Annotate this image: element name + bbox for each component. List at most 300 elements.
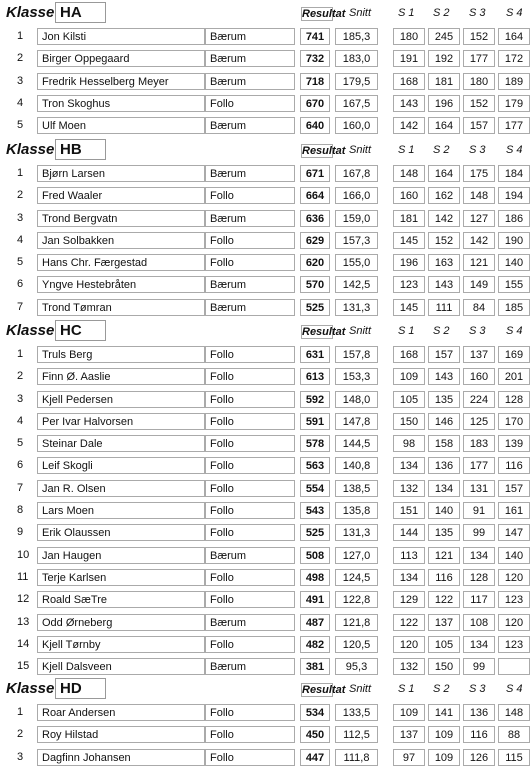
- table-row: [0, 522, 532, 544]
- player-name: Dagfinn Johansen: [37, 749, 205, 766]
- series-1: 150: [393, 413, 425, 430]
- club-name: Follo: [205, 254, 295, 271]
- player-name: Bjørn Larsen: [37, 165, 205, 182]
- series-1: 151: [393, 502, 425, 519]
- result-value: 508: [300, 547, 330, 564]
- result-value: 670: [300, 95, 330, 112]
- row-rank: 11: [17, 570, 29, 583]
- series-2: 140: [428, 502, 460, 519]
- series-1: 97: [393, 749, 425, 766]
- column-header-resultat: Resultat: [302, 8, 346, 20]
- result-value: 631: [300, 346, 330, 363]
- series-2: 134: [428, 480, 460, 497]
- club-name: Follo: [205, 457, 295, 474]
- series-4: 123: [498, 636, 530, 653]
- series-2: 150: [428, 658, 460, 675]
- series-2: 164: [428, 165, 460, 182]
- series-3: 125: [463, 413, 495, 430]
- series-2: 245: [428, 28, 460, 45]
- average-value: 133,5: [335, 704, 378, 721]
- club-name: Bærum: [205, 614, 295, 631]
- average-value: 131,3: [335, 524, 378, 541]
- series-4: 190: [498, 232, 530, 249]
- player-name: Erik Olaussen: [37, 524, 205, 541]
- club-name: Follo: [205, 435, 295, 452]
- series-3: 126: [463, 749, 495, 766]
- club-name: Bærum: [205, 165, 295, 182]
- result-value: 671: [300, 165, 330, 182]
- club-name: Bærum: [205, 547, 295, 564]
- club-name: Bærum: [205, 117, 295, 134]
- series-3: 91: [463, 502, 495, 519]
- average-value: 166,0: [335, 187, 378, 204]
- player-name: Kjell Pedersen: [37, 391, 205, 408]
- series-2: 157: [428, 346, 460, 363]
- class-label: Klasse: [6, 4, 55, 21]
- result-value: 592: [300, 391, 330, 408]
- series-1: 180: [393, 28, 425, 45]
- series-4: 184: [498, 165, 530, 182]
- result-value: 664: [300, 187, 330, 204]
- club-name: Follo: [205, 726, 295, 743]
- series-2: 135: [428, 524, 460, 541]
- series-2: 116: [428, 569, 460, 586]
- table-row: [0, 185, 532, 207]
- column-header-s1: S 1: [398, 325, 415, 337]
- series-2: 105: [428, 636, 460, 653]
- player-name: Kjell Dalsveen: [37, 658, 205, 675]
- series-1: 196: [393, 254, 425, 271]
- club-name: Follo: [205, 232, 295, 249]
- club-name: Follo: [205, 636, 295, 653]
- series-4: 170: [498, 413, 530, 430]
- series-1: 181: [393, 210, 425, 227]
- average-value: 160,0: [335, 117, 378, 134]
- result-value: 554: [300, 480, 330, 497]
- series-4: 116: [498, 457, 530, 474]
- club-name: Bærum: [205, 276, 295, 293]
- row-rank: 5: [17, 256, 24, 269]
- player-name: Jon Kilsti: [37, 28, 205, 45]
- series-2: 109: [428, 726, 460, 743]
- club-name: Follo: [205, 569, 295, 586]
- player-name: Truls Berg: [37, 346, 205, 363]
- player-name: Trond Bergvatn: [37, 210, 205, 227]
- table-row: [0, 344, 532, 366]
- table-row: [0, 455, 532, 477]
- table-row: [0, 589, 532, 611]
- result-value: 591: [300, 413, 330, 430]
- series-4: 161: [498, 502, 530, 519]
- series-3: 148: [463, 187, 495, 204]
- table-row: [0, 208, 532, 230]
- row-rank: 1: [17, 706, 24, 718]
- average-value: 135,8: [335, 502, 378, 519]
- series-1: 105: [393, 391, 425, 408]
- average-value: 179,5: [335, 73, 378, 90]
- series-2: 143: [428, 276, 460, 293]
- result-value: 491: [300, 591, 330, 608]
- series-1: 160: [393, 187, 425, 204]
- average-value: 142,5: [335, 276, 378, 293]
- row-rank: 2: [17, 189, 24, 202]
- table-row: [0, 702, 532, 724]
- player-name: Yngve Hestebråten: [37, 276, 205, 293]
- player-name: Jan Solbakken: [37, 232, 205, 249]
- series-4: 201: [498, 368, 530, 385]
- row-rank: 15: [17, 660, 30, 673]
- player-name: Lars Moen: [37, 502, 205, 519]
- series-4: 140: [498, 254, 530, 271]
- series-1: 168: [393, 346, 425, 363]
- series-4: 179: [498, 95, 530, 112]
- series-4: 139: [498, 435, 530, 452]
- series-2: 135: [428, 391, 460, 408]
- series-4: 140: [498, 547, 530, 564]
- average-value: 153,3: [335, 368, 378, 385]
- series-1: 168: [393, 73, 425, 90]
- table-row: [0, 274, 532, 296]
- series-1: 137: [393, 726, 425, 743]
- row-rank: 2: [17, 728, 24, 741]
- average-value: 140,8: [335, 457, 378, 474]
- player-name: Per Ivar Halvorsen: [37, 413, 205, 430]
- average-value: 167,8: [335, 165, 378, 182]
- column-header-s4: S 4: [506, 325, 523, 337]
- series-1: 122: [393, 614, 425, 631]
- row-rank: 6: [17, 278, 24, 291]
- result-value: 498: [300, 569, 330, 586]
- column-header-snitt: Snitt: [349, 7, 372, 19]
- result-value: 450: [300, 726, 330, 743]
- average-value: 155,0: [335, 254, 378, 271]
- series-2: 122: [428, 591, 460, 608]
- column-header-s4: S 4: [506, 7, 523, 19]
- average-value: 122,8: [335, 591, 378, 608]
- column-header-s1: S 1: [398, 144, 415, 156]
- player-name: Jan R. Olsen: [37, 480, 205, 497]
- series-3: 142: [463, 232, 495, 249]
- average-value: 121,8: [335, 614, 378, 631]
- series-4: 115: [498, 749, 530, 766]
- series-1: 191: [393, 50, 425, 67]
- column-header-snitt: Snitt: [349, 683, 372, 695]
- player-name: Kjell Tørnby: [37, 636, 205, 653]
- series-1: 134: [393, 569, 425, 586]
- series-4: 148: [498, 704, 530, 721]
- series-1: 109: [393, 704, 425, 721]
- table-row: [0, 297, 532, 319]
- class-header: [0, 137, 532, 163]
- series-3: 157: [463, 117, 495, 134]
- table-row: [0, 71, 532, 93]
- average-value: 157,3: [335, 232, 378, 249]
- average-value: 127,0: [335, 547, 378, 564]
- club-name: Follo: [205, 524, 295, 541]
- series-2: 164: [428, 117, 460, 134]
- table-row: [0, 115, 532, 137]
- club-name: Follo: [205, 480, 295, 497]
- row-rank: 3: [17, 392, 24, 405]
- series-3: 224: [463, 391, 495, 408]
- class-name: HC: [55, 320, 106, 341]
- series-1: 132: [393, 480, 425, 497]
- column-header-s1: S 1: [398, 683, 415, 695]
- series-2: 196: [428, 95, 460, 112]
- club-name: Bærum: [205, 73, 295, 90]
- series-4: 164: [498, 28, 530, 45]
- row-rank: 1: [17, 348, 24, 360]
- class-section: [0, 676, 532, 769]
- column-header-s3: S 3: [469, 144, 486, 156]
- row-rank: 1: [17, 167, 24, 179]
- series-1: 129: [393, 591, 425, 608]
- series-3: 99: [463, 524, 495, 541]
- series-4: 128: [498, 391, 530, 408]
- column-header-snitt: Snitt: [349, 325, 372, 337]
- class-label: Klasse: [6, 680, 55, 697]
- series-2: 109: [428, 749, 460, 766]
- result-value: 732: [300, 50, 330, 67]
- table-row: [0, 724, 532, 746]
- result-value: 563: [300, 457, 330, 474]
- series-4: 155: [498, 276, 530, 293]
- series-3: 127: [463, 210, 495, 227]
- series-3: 121: [463, 254, 495, 271]
- series-4: 172: [498, 50, 530, 67]
- player-name: Odd Ørneberg: [37, 614, 205, 631]
- series-4: 186: [498, 210, 530, 227]
- column-header-s3: S 3: [469, 7, 486, 19]
- table-row: [0, 230, 532, 252]
- row-rank: 1: [17, 30, 24, 42]
- club-name: Follo: [205, 749, 295, 766]
- average-value: 157,8: [335, 346, 378, 363]
- column-header-s3: S 3: [469, 683, 486, 695]
- series-1: 145: [393, 232, 425, 249]
- table-row: [0, 567, 532, 589]
- result-value: 525: [300, 299, 330, 316]
- table-row: [0, 500, 532, 522]
- series-3: 149: [463, 276, 495, 293]
- result-value: 534: [300, 704, 330, 721]
- column-header-s4: S 4: [506, 144, 523, 156]
- row-rank: 3: [17, 211, 24, 224]
- table-row: [0, 163, 532, 185]
- result-value: 487: [300, 614, 330, 631]
- row-rank: 2: [17, 370, 24, 383]
- row-rank: 4: [17, 233, 24, 246]
- table-row: [0, 366, 532, 388]
- average-value: 147,8: [335, 413, 378, 430]
- player-name: Leif Skogli: [37, 457, 205, 474]
- result-value: 718: [300, 73, 330, 90]
- average-value: 183,0: [335, 50, 378, 67]
- row-rank: 8: [17, 504, 24, 517]
- average-value: 120,5: [335, 636, 378, 653]
- row-rank: 10: [17, 548, 30, 561]
- series-2: 121: [428, 547, 460, 564]
- series-3: 99: [463, 658, 495, 675]
- row-rank: 14: [17, 637, 30, 650]
- series-1: 98: [393, 435, 425, 452]
- series-4: 177: [498, 117, 530, 134]
- series-3: 152: [463, 28, 495, 45]
- club-name: Follo: [205, 346, 295, 363]
- table-row: [0, 612, 532, 634]
- column-header-snitt: Snitt: [349, 144, 372, 156]
- series-2: 111: [428, 299, 460, 316]
- series-3: 134: [463, 636, 495, 653]
- row-rank: 3: [17, 750, 24, 763]
- club-name: Follo: [205, 391, 295, 408]
- club-name: Bærum: [205, 210, 295, 227]
- club-name: Follo: [205, 502, 295, 519]
- series-3: 134: [463, 547, 495, 564]
- average-value: 124,5: [335, 569, 378, 586]
- class-name: HD: [55, 678, 106, 699]
- series-2: 141: [428, 704, 460, 721]
- row-rank: 7: [17, 300, 24, 313]
- result-value: 629: [300, 232, 330, 249]
- result-value: 640: [300, 117, 330, 134]
- result-value: 447: [300, 749, 330, 766]
- series-2: 158: [428, 435, 460, 452]
- club-name: Follo: [205, 368, 295, 385]
- player-name: Roar Andersen: [37, 704, 205, 721]
- column-header-resultat: Resultat: [302, 145, 346, 157]
- series-4: [498, 658, 530, 675]
- average-value: 148,0: [335, 391, 378, 408]
- series-4: 120: [498, 614, 530, 631]
- row-rank: 12: [17, 593, 30, 606]
- result-value: 381: [300, 658, 330, 675]
- series-2: 142: [428, 210, 460, 227]
- player-name: Roald SæTre: [37, 591, 205, 608]
- series-4: 88: [498, 726, 530, 743]
- series-2: 143: [428, 368, 460, 385]
- series-1: 143: [393, 95, 425, 112]
- series-3: 136: [463, 704, 495, 721]
- class-header: [0, 318, 532, 344]
- result-value: 636: [300, 210, 330, 227]
- player-name: Hans Chr. Færgestad: [37, 254, 205, 271]
- series-4: 194: [498, 187, 530, 204]
- average-value: 112,5: [335, 726, 378, 743]
- row-rank: 6: [17, 459, 24, 472]
- row-rank: 13: [17, 615, 30, 628]
- series-3: 183: [463, 435, 495, 452]
- column-header-s2: S 2: [433, 7, 450, 19]
- series-2: 163: [428, 254, 460, 271]
- club-name: Bærum: [205, 299, 295, 316]
- column-header-s2: S 2: [433, 683, 450, 695]
- class-section: [0, 318, 532, 678]
- table-row: [0, 545, 532, 567]
- average-value: 131,3: [335, 299, 378, 316]
- row-rank: 2: [17, 52, 24, 65]
- series-1: 142: [393, 117, 425, 134]
- average-value: 111,8: [335, 749, 378, 766]
- column-header-s2: S 2: [433, 325, 450, 337]
- series-3: 117: [463, 591, 495, 608]
- table-row: [0, 433, 532, 455]
- series-3: 108: [463, 614, 495, 631]
- club-name: Bærum: [205, 28, 295, 45]
- table-row: [0, 389, 532, 411]
- table-row: [0, 252, 532, 274]
- table-row: [0, 26, 532, 48]
- result-value: 543: [300, 502, 330, 519]
- series-1: 132: [393, 658, 425, 675]
- series-4: 157: [498, 480, 530, 497]
- series-4: 169: [498, 346, 530, 363]
- club-name: Follo: [205, 187, 295, 204]
- result-value: 578: [300, 435, 330, 452]
- series-1: 113: [393, 547, 425, 564]
- result-value: 525: [300, 524, 330, 541]
- series-4: 185: [498, 299, 530, 316]
- column-header-s1: S 1: [398, 7, 415, 19]
- player-name: Trond Tømran: [37, 299, 205, 316]
- player-name: Finn Ø. Aaslie: [37, 368, 205, 385]
- row-rank: 4: [17, 96, 24, 109]
- table-row: [0, 411, 532, 433]
- table-row: [0, 93, 532, 115]
- player-name: Fredrik Hesselberg Meyer: [37, 73, 205, 90]
- table-row: [0, 634, 532, 656]
- row-rank: 7: [17, 481, 24, 494]
- column-header-s3: S 3: [469, 325, 486, 337]
- series-3: 177: [463, 457, 495, 474]
- average-value: 144,5: [335, 435, 378, 452]
- result-value: 620: [300, 254, 330, 271]
- result-value: 570: [300, 276, 330, 293]
- average-value: 185,3: [335, 28, 378, 45]
- player-name: Steinar Dale: [37, 435, 205, 452]
- class-section: [0, 0, 532, 137]
- table-row: [0, 478, 532, 500]
- club-name: Follo: [205, 413, 295, 430]
- series-3: 84: [463, 299, 495, 316]
- class-label: Klasse: [6, 141, 55, 158]
- series-3: 180: [463, 73, 495, 90]
- series-2: 181: [428, 73, 460, 90]
- row-rank: 9: [17, 526, 24, 539]
- average-value: 95,3: [335, 658, 378, 675]
- average-value: 167,5: [335, 95, 378, 112]
- series-4: 147: [498, 524, 530, 541]
- series-4: 189: [498, 73, 530, 90]
- class-section: [0, 137, 532, 319]
- class-name: HB: [55, 139, 106, 160]
- series-3: 177: [463, 50, 495, 67]
- series-2: 136: [428, 457, 460, 474]
- series-3: 160: [463, 368, 495, 385]
- table-row: [0, 747, 532, 769]
- series-3: 128: [463, 569, 495, 586]
- average-value: 159,0: [335, 210, 378, 227]
- series-3: 131: [463, 480, 495, 497]
- player-name: Birger Oppegaard: [37, 50, 205, 67]
- row-rank: 5: [17, 437, 24, 450]
- series-2: 146: [428, 413, 460, 430]
- class-label: Klasse: [6, 322, 55, 339]
- player-name: Roy Hilstad: [37, 726, 205, 743]
- class-name: HA: [55, 2, 106, 23]
- series-2: 152: [428, 232, 460, 249]
- player-name: Jan Haugen: [37, 547, 205, 564]
